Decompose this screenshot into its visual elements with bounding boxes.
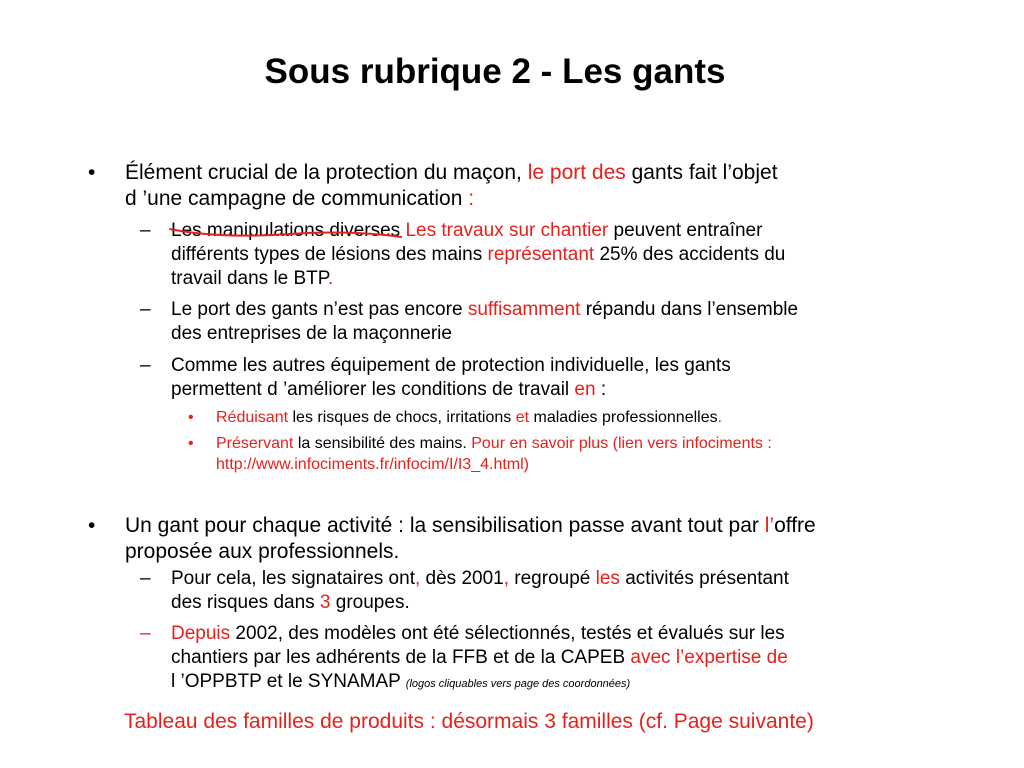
highlight-text: . (328, 268, 334, 289)
info-link-url[interactable]: http://www.infociments.fr/infocim/I/I3_4.html) (216, 456, 529, 473)
highlight-text: les (595, 568, 620, 589)
dash-marker: – (140, 299, 151, 320)
text-run: des risques dans (171, 592, 320, 613)
sub-item-line: Comme les autres équipement de protection individuelle, les gants (171, 355, 731, 376)
highlight-text: , (414, 568, 421, 589)
sub-item-1-1 (171, 219, 785, 291)
text-run: activités présentant (619, 568, 789, 589)
info-link[interactable]: Pour en savoir plus (lien vers infociments : (471, 435, 772, 452)
sub-item-1-3 (171, 354, 731, 402)
sub-item-line (171, 591, 789, 615)
highlight-text: et (515, 409, 530, 426)
text-run: offre (774, 514, 816, 537)
dash-marker: – (140, 568, 151, 589)
small-bullet-marker: • (188, 435, 194, 452)
sub-item-line (171, 298, 798, 322)
highlight-text: avec l’expertise de (630, 647, 788, 668)
dash-marker: – (140, 355, 151, 376)
text-run: Un gant pour chaque activité : la sensibilisation passe avant tout par (125, 514, 765, 537)
highlight-text: Les travaux sur chantier (400, 220, 609, 241)
highlight-text: Réduisant (216, 409, 289, 426)
sub-item-line (171, 567, 789, 591)
sub-item-2-1 (171, 567, 789, 615)
text-run: d ’une campagne de communication (125, 187, 469, 210)
text-run: répandu dans l’ensemble (580, 299, 799, 320)
highlight-text: 3 (319, 592, 331, 613)
text-run: différents types de lésions des mains (171, 244, 488, 265)
highlight-text: représentant (487, 244, 595, 265)
highlight-text: . (717, 409, 723, 426)
text-run: peuvent entraîner (608, 220, 763, 241)
sub-item-line (171, 622, 788, 646)
highlight-text: , (503, 568, 509, 589)
highlight-text: Depuis (171, 623, 231, 644)
highlight-text: Préservant (216, 435, 294, 452)
highlight-text: suffisamment (467, 299, 581, 320)
text-run: 25% des accidents du (594, 244, 786, 265)
text-run: Pour cela, les signataires ont (171, 568, 415, 589)
sub-item-1-2 (171, 298, 798, 346)
footer-link[interactable]: Tableau des familles de produits : désormais 3 familles (cf. Page suivante) (124, 710, 814, 733)
text-run: permettent d ’améliorer les conditions de travail (171, 379, 575, 400)
text-run: Élément crucial de la protection du maçon, (125, 161, 528, 184)
bullet-2-line-1 (125, 513, 816, 539)
text-run: la sensibilité des mains. (293, 435, 472, 452)
highlight-text: le port des (527, 161, 626, 184)
text-run: Le port des gants n’est pas encore (171, 299, 468, 320)
sub-sub-item-2 (216, 433, 772, 475)
text-run: travail dans le BTP (171, 268, 329, 289)
strikethrough-text (171, 219, 400, 243)
sub-item-line (171, 267, 785, 291)
text-run: les risques de chocs, irritations (288, 409, 516, 426)
text-run: groupes. (330, 592, 410, 613)
bullet-2-text (125, 513, 816, 565)
highlight-text: en (574, 379, 596, 400)
text-run: chantiers par les adhérents de la FFB et de la CAPEB (171, 647, 631, 668)
sub-item-line (171, 670, 788, 696)
text-run: l ’OPPBTP et le SYNAMAP (171, 671, 406, 692)
sub-sub-item-line (216, 407, 722, 428)
sub-item-line (171, 219, 785, 243)
highlight-text: : (468, 187, 475, 210)
sub-item-line: des entreprises de la maçonnerie (171, 323, 452, 344)
bullet-1-line-2 (125, 186, 778, 212)
bullet-1-text (125, 160, 778, 212)
sub-item-line (171, 378, 731, 402)
text-run: maladies professionnelles (529, 409, 718, 426)
struck-words: Les manipulations diverses (171, 220, 401, 241)
sub-item-2-2 (171, 622, 788, 696)
dash-marker: – (140, 623, 151, 644)
dash-marker: – (140, 220, 151, 241)
text-run: dès 2001 (420, 568, 504, 589)
bullet-marker: • (88, 514, 96, 537)
text-run: regroupé (509, 568, 596, 589)
text-run: : (595, 379, 607, 400)
highlight-text: l’ (764, 514, 775, 537)
small-bullet-marker: • (188, 409, 194, 426)
bullet-1-line-1 (125, 160, 778, 186)
sub-sub-item-1 (216, 407, 722, 428)
sub-sub-item-line (216, 433, 772, 454)
page-title: Sous rubrique 2 - Les gants (264, 52, 726, 91)
text-run: gants fait l’objet (625, 161, 778, 184)
logos-note: (logos cliquables vers page des coordonnées) (405, 678, 631, 690)
text-run: 2002, des modèles ont été sélectionnés, testés et évalués sur les (230, 623, 785, 644)
bullet-2-line-2: proposée aux professionnels. (125, 540, 400, 563)
sub-item-line (171, 243, 785, 267)
sub-item-line (171, 646, 788, 670)
bullet-marker: • (88, 161, 96, 184)
